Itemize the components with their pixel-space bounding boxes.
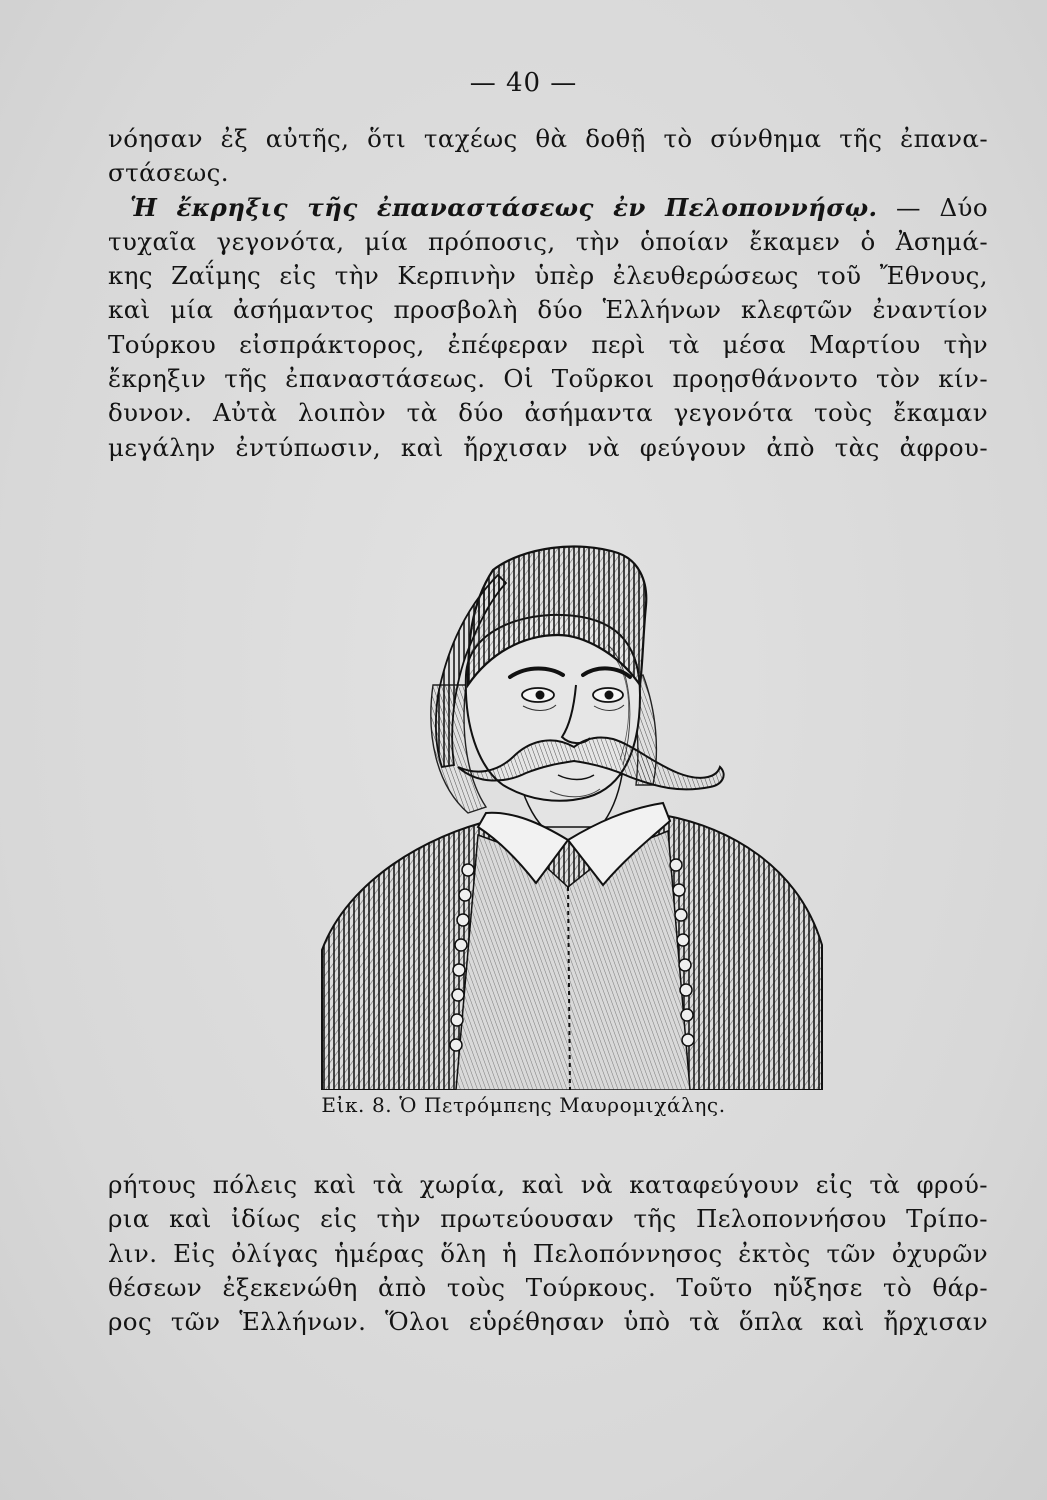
text-line: καὶ μία ἀσήμαντος προσβολὴ δύο Ἑλλήνων κλεφτῶν ἐναντίον [108, 295, 988, 325]
text-line: θέσεων ἐξεκενώθη ἀπὸ τοὺς Τούρκους. Τοῦτο ηὔξησε τὸ θάρ- [108, 1272, 988, 1302]
text-line: Τούρκου εἰσπράκτορος, ἐπέφεραν περὶ τὰ μέσα Μαρτίου τὴν [108, 329, 988, 359]
text-line: δυνον. Αὐτὰ λοιπὸν τὰ δύο ἀσήμαντα γεγονότα τοὺς ἔκαμαν [108, 398, 988, 428]
portrait-engraving [318, 535, 826, 1090]
text-line: ρήτους πόλεις καὶ τὰ χωρία, καὶ νὰ καταφεύγουν εἰς τὰ φρού- [108, 1170, 988, 1199]
section-heading-line [108, 191, 988, 225]
text-line: κης Ζαΐμης εἰς τὴν Κερπινὴν ὑπὲρ ἐλευθερώσεως τοῦ Ἔθνους, [108, 261, 988, 291]
text-line: νόησαν ἐξ αὐτῆς, ὅτι ταχέως θὰ δοθῇ τὸ σύνθημα τῆς ἐπανα- [108, 124, 988, 153]
text-line: ρος τῶν Ἑλλήνων. Ὅλοι εὑρέθησαν ὑπὸ τὰ ὅπλα καὶ ἤρχισαν [108, 1307, 988, 1337]
text-line: ρια καὶ ἰδίως εἰς τὴν πρωτεύουσαν τῆς Πελοποννήσου Τρίπο- [108, 1204, 988, 1234]
text-line: ἔκρηξιν τῆς ἐπαναστάσεως. Οἱ Τοῦρκοι προῃσθάνοντο τὸν κίν- [108, 364, 988, 394]
figure-caption: Εἰκ. 8. Ὁ Πετρόμπεης Μαυρομιχάλης. [321, 1093, 726, 1117]
paragraph-top [108, 122, 988, 465]
paragraph-bottom [108, 1168, 988, 1339]
page-number: — 40 — [469, 68, 578, 98]
text-line: μεγάλην ἐντύπωσιν, καὶ ἤρχισαν νὰ φεύγουν ἀπὸ τὰς ἀφρου- [108, 432, 988, 462]
section-heading: Ἡ ἔκρηξις τῆς ἐπαναστάσεως ἐν Πελοποννήσῳ. [130, 192, 878, 222]
text-run: — Δύο [877, 192, 988, 222]
text-line: λιν. Εἰς ὀλίγας ἡμέρας ὅλη ἡ Πελοπόννησος ἐκτὸς τῶν ὀχυρῶν [108, 1238, 988, 1268]
text-line: τυχαῖα γεγονότα, μία πρόποσις, τὴν ὁποίαν ἔκαμεν ὁ Ἀσημά- [108, 226, 988, 256]
text-line: στάσεως. [108, 158, 229, 188]
